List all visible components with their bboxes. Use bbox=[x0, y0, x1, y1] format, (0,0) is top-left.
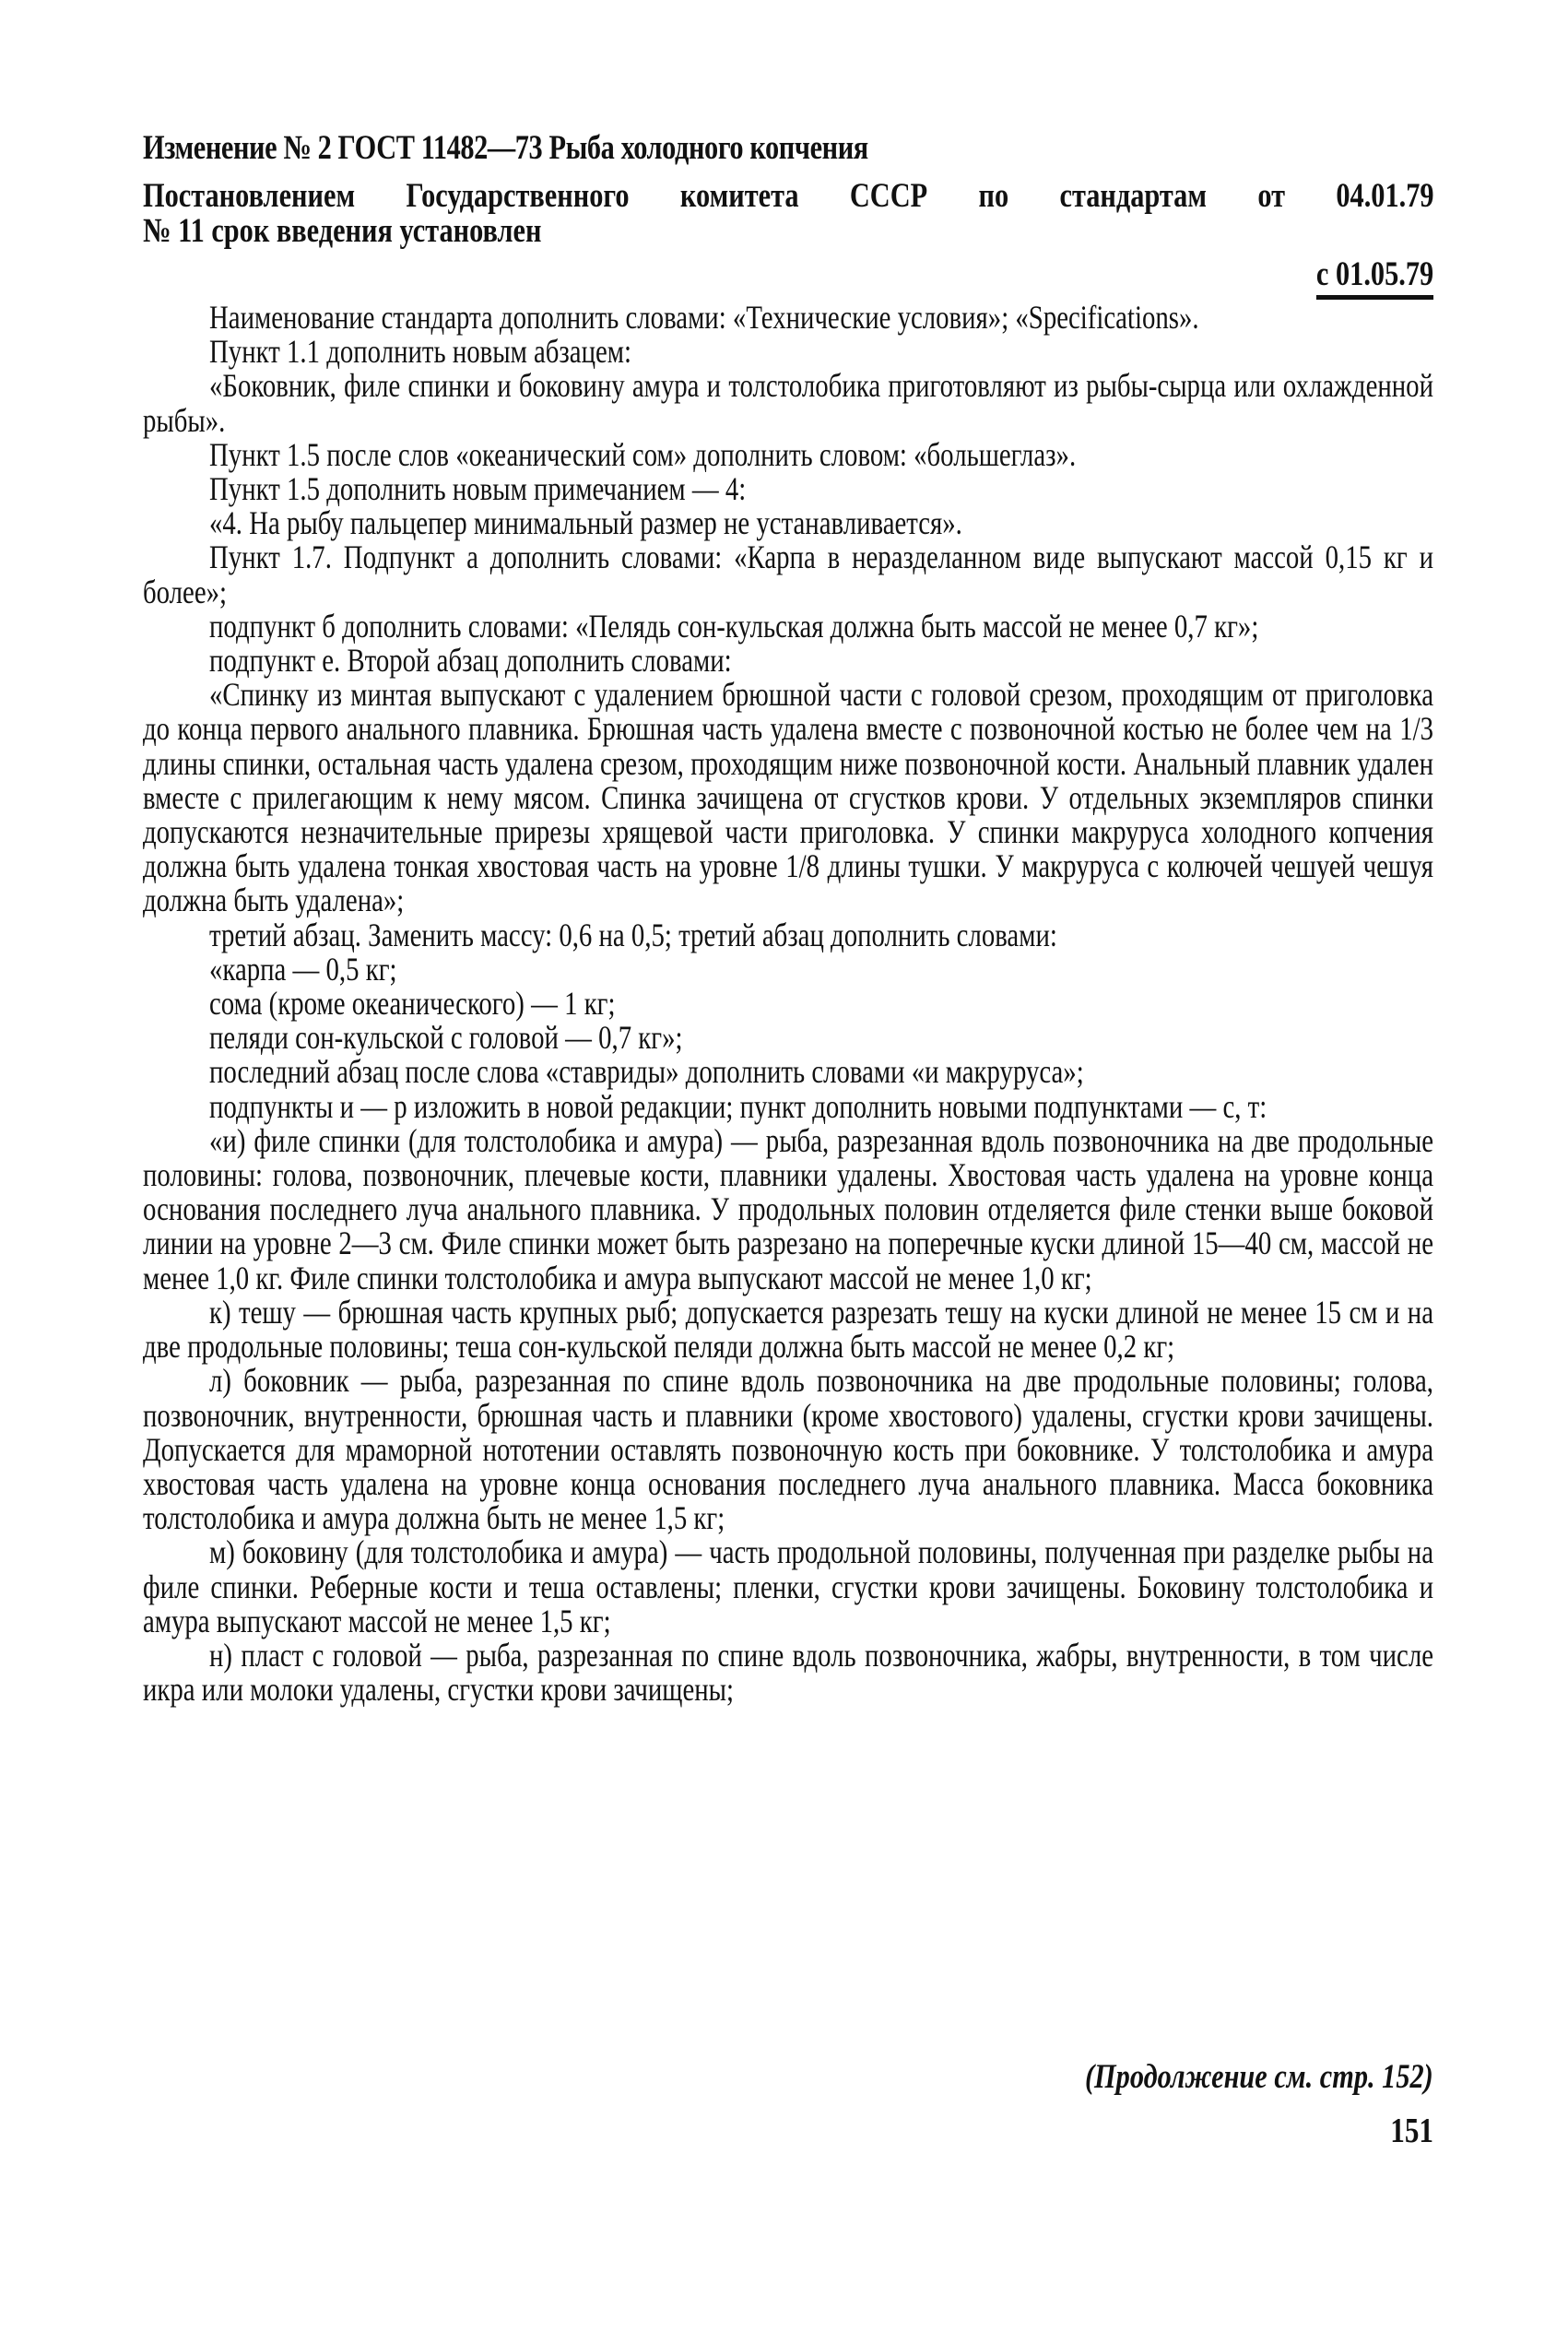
paragraph: л) боковник — рыба, разрезанная по спине вдоль позвоночника на две продольные половины; голова, позвоночник, внутренности, брюшная часть и плавники (кроме хвостового) удалены, сгустки крови зачищены. Допускается для мраморной нототении оставлять позвоночную кость при боковнике. У толстолобика и амура хвостовая часть удалена на уровне конца основания последнего луча анального плавника. Масса боковника толстолобика и амура должна быть не менее 1,5 кг; bbox=[143, 1362, 1433, 1537]
paragraph: пеляди сон-кульской с головой — 0,7 кг»; bbox=[209, 1019, 683, 1057]
paragraph: «и) филе спинки (для толстолобика и амура) — рыба, разрезанная вдоль позвоночника на две продольные половины: голова, позвоночник, плечевые кости, плавники удалены. Хвостовая часть удалена на уровне конца основания последнего луча анального плавника. У продольных половин отделяется филе стенки выше боковой линии на уровне 2—3 см. Филе спинки может быть разрезано на поперечные куски длиной 15—40 см, массой не менее 1,0 кг. Филе спинки толстолобика и амура выпускают массой не менее 1,0 кг; bbox=[143, 1121, 1433, 1296]
paragraph: Пункт 1.5 после слов «океанический сом» дополнить словом: «большеглаз». bbox=[209, 435, 1077, 473]
paragraph: подпункт е. Второй абзац дополнить словами: bbox=[209, 642, 732, 680]
paragraph: Пункт 1.5 дополнить новым примечанием — 4: bbox=[209, 470, 747, 508]
paragraph: «Боковник, филе спинки и боковину амура и толстолобика приготовляют из рыбы-сырца или охлажденной рыбы». bbox=[143, 367, 1433, 439]
paragraph: третий абзац. Заменить массу: 0,6 на 0,5; третий абзац дополнить словами: bbox=[209, 916, 1057, 953]
effective-date: с 01.05.79 bbox=[1316, 256, 1433, 300]
paragraph: «4. На рыбу пальцепер минимальный размер не устанавливается». bbox=[209, 504, 962, 542]
page-number: 151 bbox=[1390, 2112, 1433, 2150]
continuation-note: (Продолжение см. стр. 152) bbox=[1085, 2058, 1433, 2096]
paragraph: подпункт б дополнить словами: «Пелядь сон-кульская должна быть массой не менее 0,7 кг»; bbox=[209, 607, 1259, 645]
paragraph: Пункт 1.7. Подпункт а дополнить словами: «Карпа в неразделанном виде выпускают массой 0,15 кг и более»; bbox=[143, 538, 1433, 610]
paragraph: м) боковину (для толстолобика и амура) — часть продольной половины, полученная при разделке рыбы на филе спинки. Реберные кости и теша оставлены; пленки, сгустки крови зачищены. Боковину толстолобика и амура выпускают массой не менее 1,5 кг; bbox=[143, 1533, 1433, 1639]
paragraph: «Спинку из минтая выпускают с удалением брюшной части с головой срезом, проходящим от приголовка до конца первого анального плавника. Брюшная часть удалена вместе с позвоночной костью не более чем на 1/3 длины спинки, остальная часть удалена срезом, проходящим ниже позвоночной кости. Анальный плавник удален вместе с прилегающим к нему мясом. Спинка зачищена от сгустков крови. У отдельных экземпляров спинки допускаются незначительные прирезы хрящевой части приголовка. У спинки макруруса холодного копчения должна быть удалена тонкая хвостовая часть на уровне 1/8 длины тушки. У макруруса с колючей чешуей чешуя должна быть удалена»; bbox=[143, 676, 1433, 919]
amendment-title: Изменение № 2 ГОСТ 11482—73 Рыба холодного копчения bbox=[143, 129, 868, 167]
paragraph: к) тешу — брюшная часть крупных рыб; допускается разрезать тешу на куски длиной не менее 15 см и на две продольные половины; теша сон-кульской пеляди должна быть массой не менее 0,2 кг; bbox=[143, 1293, 1433, 1366]
paragraph: Наименование стандарта дополнить словами: «Технические условия»; «Specifications». bbox=[209, 299, 1199, 336]
paragraph: последний абзац после слова «ставриды» дополнить словами «и макруруса»; bbox=[209, 1053, 1084, 1091]
paragraph: сома (кроме океанического) — 1 кг; bbox=[209, 985, 616, 1023]
paragraph: н) пласт с головой — рыба, разрезанная по спине вдоль позвоночника, жабры, внутренности, в том числе икра или молоки удалены, сгустки крови зачищены; bbox=[143, 1636, 1433, 1709]
document-page bbox=[143, 129, 1433, 1707]
paragraph: Пункт 1.1 дополнить новым абзацем: bbox=[209, 333, 632, 371]
paragraph: подпункты и — р изложить в новой редакции; пункт дополнить новыми подпунктами — с, т: bbox=[209, 1087, 1267, 1125]
decree-line-1: Постановлением Государственного комитета СССР по стандартам от 04.01.79 bbox=[143, 177, 1434, 215]
amendment-body bbox=[143, 301, 1433, 1707]
decree-line-2: № 11 срок введения установлен bbox=[143, 212, 542, 250]
paragraph: «карпа — 0,5 кг; bbox=[209, 950, 397, 988]
effective-date-block bbox=[143, 256, 1433, 301]
